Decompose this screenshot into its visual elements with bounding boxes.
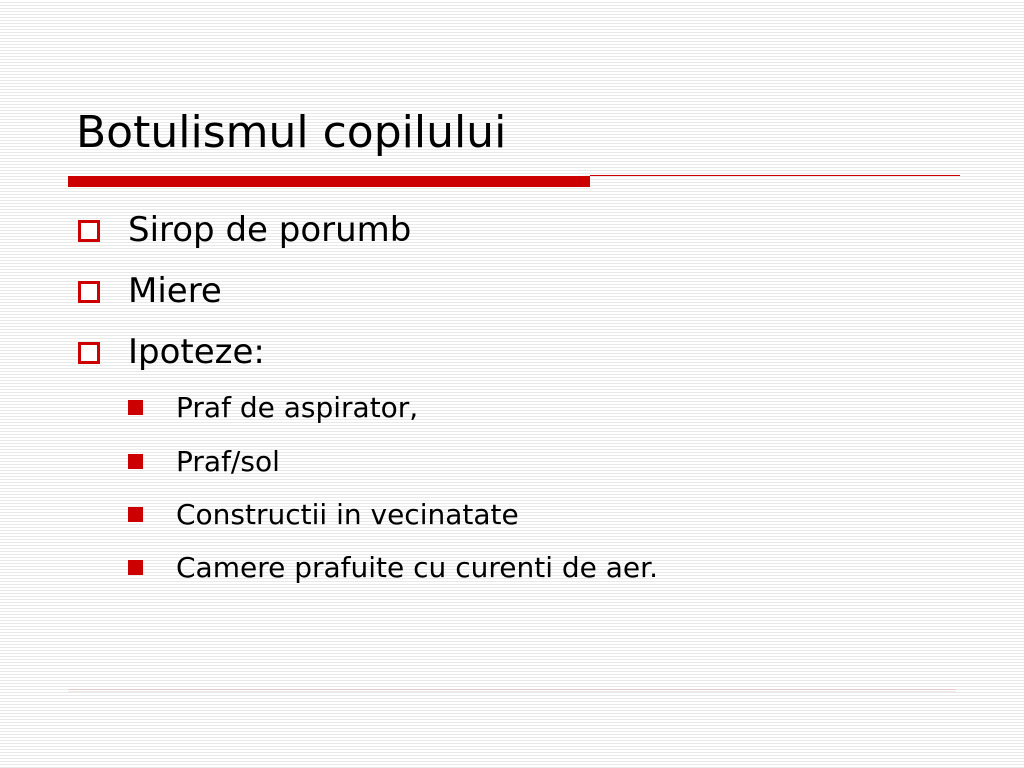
solid-square-icon <box>128 454 143 469</box>
sub-bullet-text: Praf de aspirator, <box>176 391 419 424</box>
slide-title: Botulismul copilului <box>76 107 507 158</box>
sub-bullet-text: Camere prafuite cu curenti de aer. <box>176 551 659 584</box>
footer-divider <box>68 691 956 692</box>
sub-bullet-text: Praf/sol <box>176 445 280 478</box>
hollow-square-icon <box>78 342 100 364</box>
hollow-square-icon <box>78 281 100 303</box>
hollow-square-icon <box>78 220 100 242</box>
bullet-text: Miere <box>128 271 222 311</box>
sub-bullet-text: Constructii in vecinatate <box>176 498 519 531</box>
bullet-text: Ipoteze: <box>128 332 265 372</box>
title-underline-thin <box>590 175 960 176</box>
solid-square-icon <box>128 400 143 415</box>
bullet-text: Sirop de porumb <box>128 210 412 250</box>
solid-square-icon <box>128 507 143 522</box>
footer-divider <box>68 689 956 690</box>
solid-square-icon <box>128 560 143 575</box>
title-underline-thick <box>68 176 590 187</box>
